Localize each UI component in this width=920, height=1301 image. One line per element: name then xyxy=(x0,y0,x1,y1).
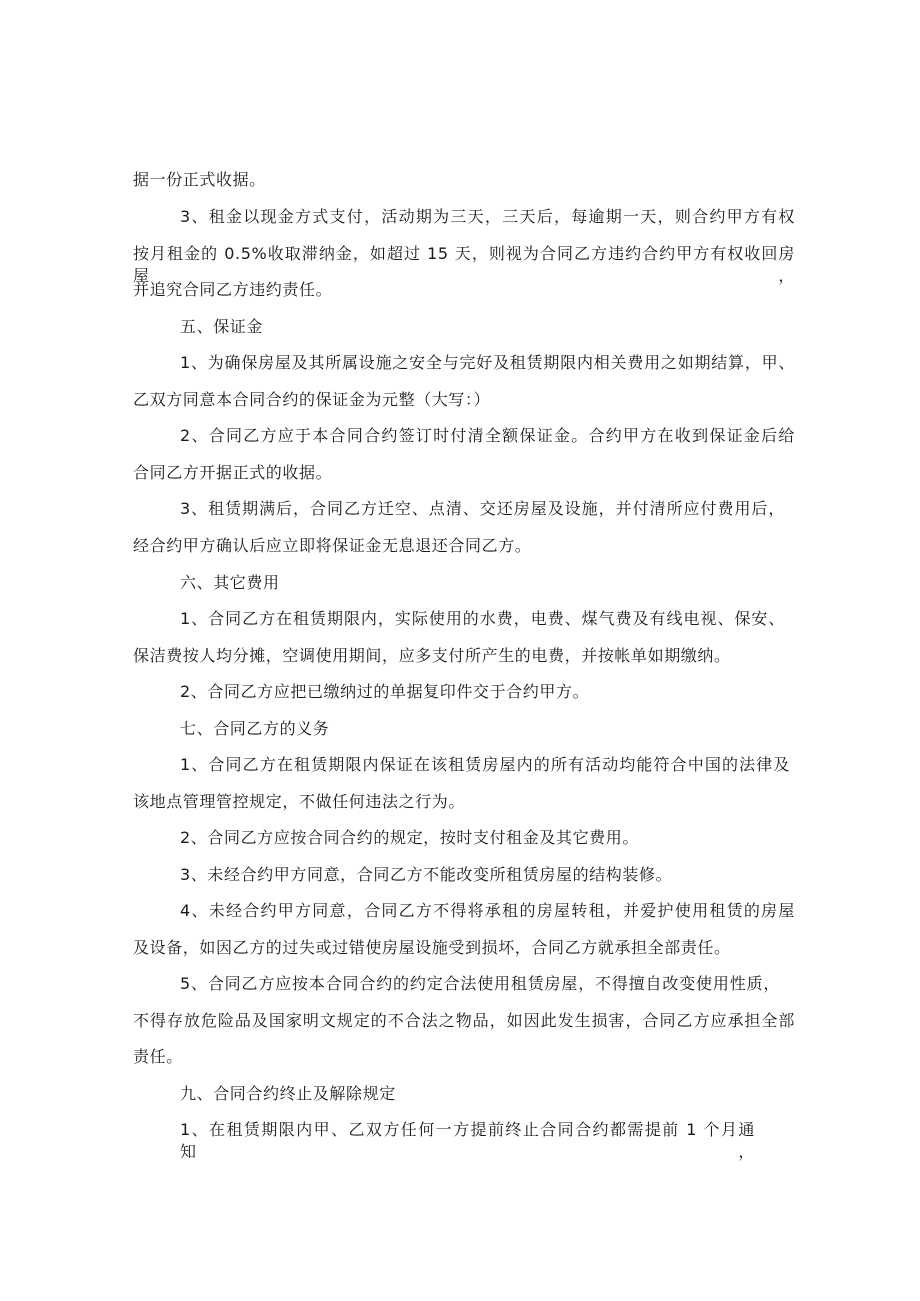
text-line: 3、租赁期满后，合同乙方迁空、点清、交还房屋及设施，并付清所应付费用后， xyxy=(180,499,785,518)
text-line: 不得存放危险品及国家明文规定的不合法之物品，如因此发生损害，合同乙方应承担全部 xyxy=(133,1011,795,1030)
text-line: 该地点管理管控规定，不做任何违法之行为。 xyxy=(133,792,466,811)
section-heading: 六、其它费用 xyxy=(180,573,280,592)
text-line: 按月租金的 0.5%收取滞纳金，如超过 15 天，则视为合同乙方违约合约甲方有权收回房屋， xyxy=(133,244,795,285)
text-line: 保洁费按人均分摊，空调使用期间，应多支付所产生的电费，并按帐单如期缴纳。 xyxy=(133,646,731,665)
section-heading: 九、合同合约终止及解除规定 xyxy=(180,1084,396,1103)
text-line: 4、未经合约甲方同意，合同乙方不得将承租的房屋转租，并爱护使用租赁的房屋 xyxy=(180,901,795,920)
text-line: 经合约甲方确认后应立即将保证金无息退还合同乙方。 xyxy=(133,536,532,555)
section-heading: 五、保证金 xyxy=(180,317,264,336)
text-line: 2、合同乙方应把已缴纳过的单据复印件交于合约甲方。 xyxy=(180,682,590,701)
text-line: 乙双方同意本合同合约的保证金为元整（大写：） xyxy=(133,390,491,409)
text-line: 责任。 xyxy=(133,1047,183,1066)
text-line: 据一份正式收据。 xyxy=(133,170,266,189)
text-line: 5、合同乙方应按本合同合约的约定合法使用租赁房屋，不得擅自改变使用性质， xyxy=(180,974,780,993)
text-line: 并追究合同乙方违约责任。 xyxy=(133,280,333,299)
text-line: 3、租金以现金方式支付，活动期为三天，三天后，每逾期一天，则合约甲方有权 xyxy=(180,207,795,226)
text-line: 2、合同乙方应于本合同合约签订时付清全额保证金。合约甲方在收到保证金后给 xyxy=(180,426,795,445)
section-heading: 七、合同乙方的义务 xyxy=(180,719,330,738)
text-line: 及设备，如因乙方的过失或过错使房屋设施受到损坏，合同乙方就承担全部责任。 xyxy=(133,938,731,957)
text-line: 1、合同乙方在租赁期限内保证在该租赁房屋内的所有活动均能符合中国的法律及 xyxy=(180,755,790,774)
text-line: 合同乙方开据正式的收据。 xyxy=(133,463,333,482)
text-line: 1、为确保房屋及其所属设施之安全与完好及租赁期限内相关费用之如期结算，甲、 xyxy=(180,353,795,372)
text-line: 2、合同乙方应按合同合约的规定，按时支付租金及其它费用。 xyxy=(180,828,639,847)
text-line: 1、合同乙方在租赁期限内，实际使用的水费，电费、煤气费及有线电视、保安、 xyxy=(180,609,785,628)
text-line: 1、在租赁期限内甲、乙双方任何一方提前终止合同合约都需提前 1 个月通知， xyxy=(180,1120,755,1161)
text-line: 3、未经合约甲方同意，合同乙方不能改变所租赁房屋的结构装修。 xyxy=(180,865,673,884)
